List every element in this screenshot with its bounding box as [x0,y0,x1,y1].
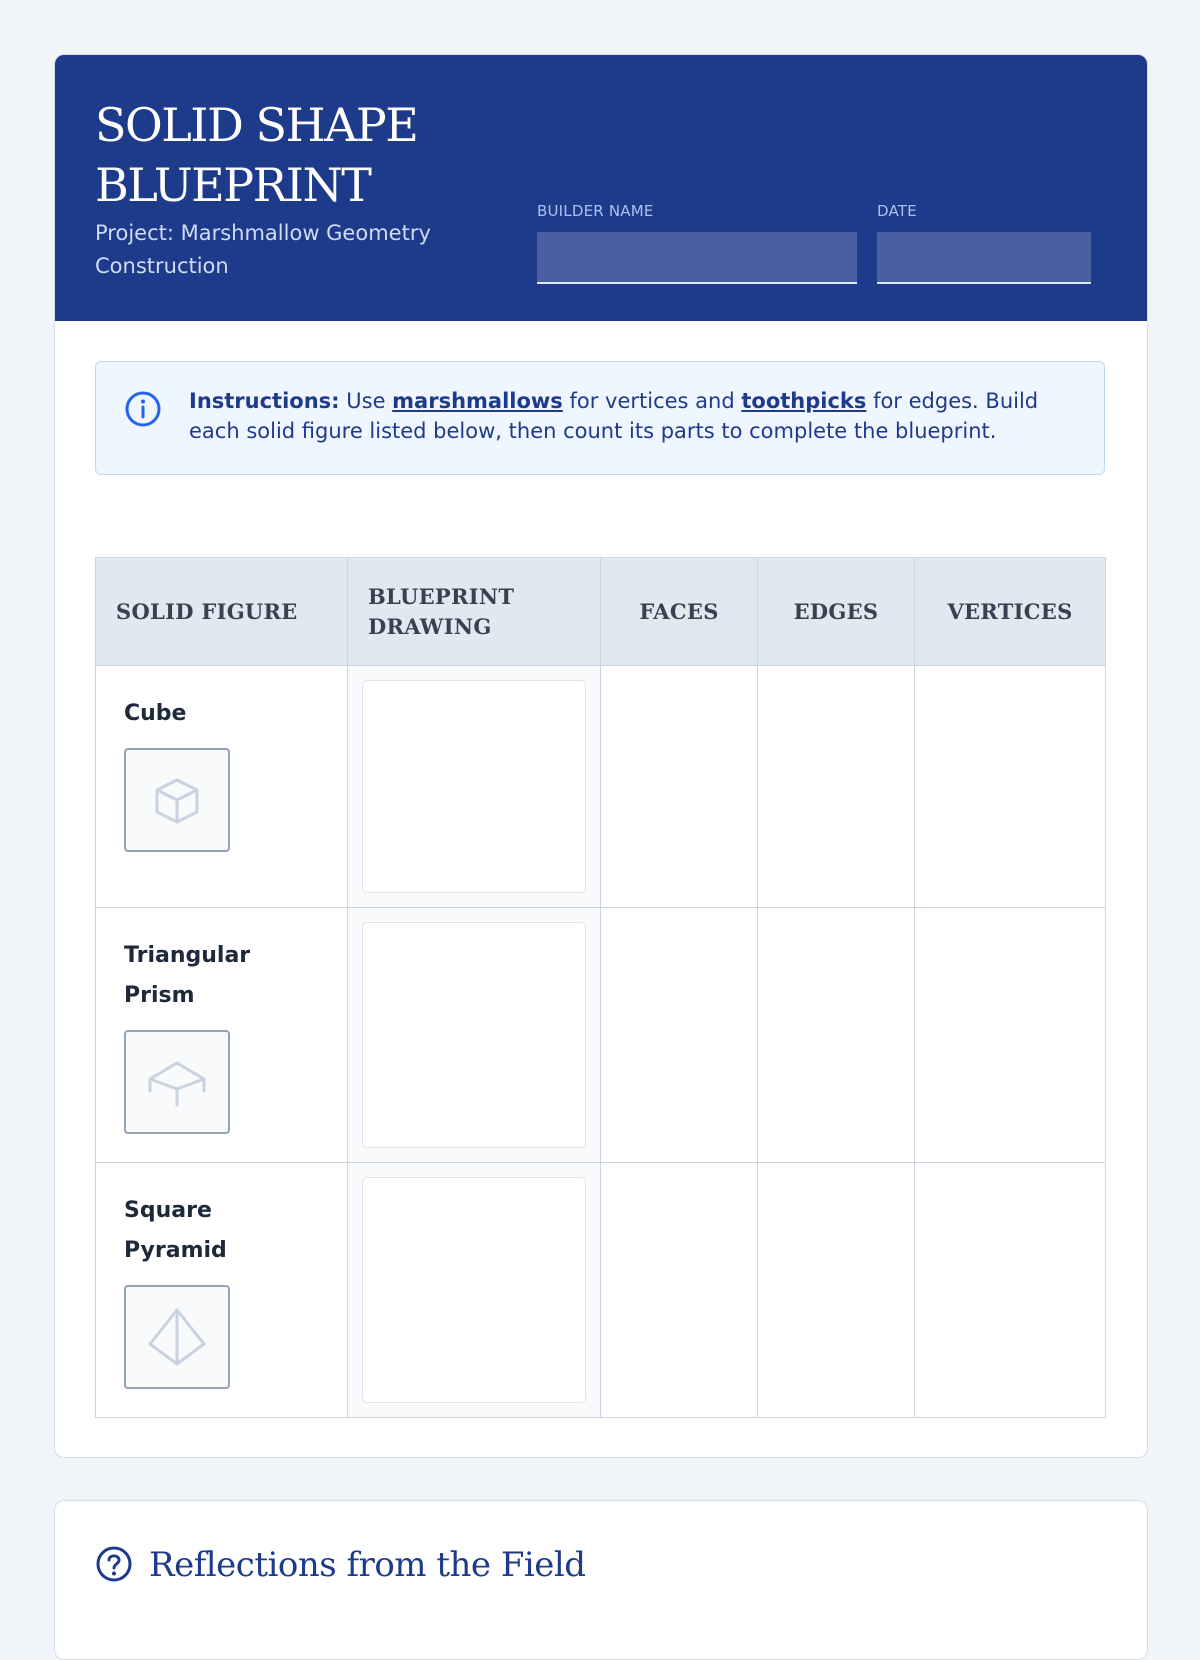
instructions-text [189,386,1059,446]
edges-cell[interactable] [758,908,915,1163]
marshmallows-link[interactable]: marshmallows [392,389,563,413]
instructions-part: Use [339,389,393,413]
page-title: SOLID SHAPE BLUEPRINT [95,98,418,212]
shape-name-triangular-prism: Triangular Prism [124,943,251,1008]
column-header-solid-figure: SOLID FIGURE [96,558,348,666]
blueprint-drawing-cell [348,908,601,1163]
reflections-title: Reflections from the Field [149,1545,586,1585]
blueprint-header [55,55,1147,321]
faces-cell[interactable] [601,666,758,908]
vertices-cell[interactable] [915,1163,1106,1418]
square-pyramid-icon [124,1285,230,1389]
shape-name-square-pyramid: Square Pyramid [124,1198,227,1263]
instructions-part: for vertices and [562,389,742,413]
info-icon [124,390,162,432]
instructions-lead: Instructions: [189,389,340,413]
instructions-part: for edges. Build each solid figure listed below, then count its parts to complete the blueprint. [189,389,1039,443]
vertices-cell[interactable] [915,666,1106,908]
table-row [96,908,1106,1163]
question-circle-icon [95,1545,133,1587]
column-header-vertices: VERTICES [915,558,1106,666]
edges-cell[interactable] [758,1163,915,1418]
solid-figure-cell [96,666,348,908]
table-header-row [96,558,1106,666]
instructions-box [95,361,1105,475]
date-input[interactable] [877,232,1091,284]
blueprint-drawing-cell [348,666,601,908]
blueprint-table [95,557,1106,1418]
blueprint-card [54,54,1148,1458]
solid-figure-cell [96,1163,348,1418]
faces-cell[interactable] [601,1163,758,1418]
drawing-area[interactable] [362,1177,586,1403]
faces-cell[interactable] [601,908,758,1163]
column-header-edges: EDGES [758,558,915,666]
date-label: DATE [877,202,917,220]
table-row [96,666,1106,908]
project-subtitle: Project: Marshmallow Geometry Construction [95,221,431,278]
column-header-faces: FACES [601,558,758,666]
builder-name-input[interactable] [537,232,857,284]
drawing-area[interactable] [362,680,586,893]
edges-cell[interactable] [758,666,915,908]
vertices-cell[interactable] [915,908,1106,1163]
drawing-area[interactable] [362,922,586,1148]
shape-name-cube: Cube [124,701,187,726]
blueprint-drawing-cell [348,1163,601,1418]
builder-name-label: BUILDER NAME [537,202,654,220]
column-header-blueprint-drawing: BLUEPRINT DRAWING [348,558,601,666]
triangular-prism-icon [124,1030,230,1134]
cube-icon [124,748,230,852]
reflections-card [54,1500,1148,1660]
toothpicks-link[interactable]: toothpicks [741,389,867,413]
solid-figure-cell [96,908,348,1163]
table-row [96,1163,1106,1418]
